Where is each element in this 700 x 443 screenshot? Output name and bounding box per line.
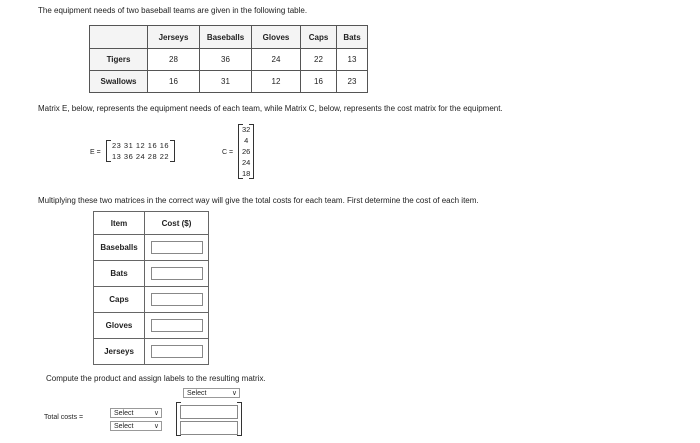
header-cost: Cost ($) bbox=[145, 212, 209, 235]
table-header-row bbox=[90, 26, 368, 49]
table-row bbox=[94, 235, 209, 261]
row-2-label-select[interactable] bbox=[110, 421, 162, 431]
header-baseballs: Baseballs bbox=[200, 26, 252, 49]
header-bats: Bats bbox=[337, 26, 368, 49]
select-value: Select bbox=[114, 410, 134, 417]
row-1-label-select[interactable] bbox=[110, 408, 162, 418]
table-cell: 16 bbox=[301, 71, 337, 93]
select-value: Select bbox=[114, 423, 134, 430]
table-cell: 22 bbox=[301, 49, 337, 71]
table-row bbox=[94, 339, 209, 365]
table-row bbox=[94, 261, 209, 287]
intro-text: The equipment needs of two baseball teams are given in the following table. bbox=[38, 6, 308, 15]
matrix-c-value: 4 bbox=[244, 136, 249, 145]
matrix-c-value: 18 bbox=[242, 169, 251, 178]
cost-header-row bbox=[94, 212, 209, 235]
table-cell: 13 bbox=[337, 49, 368, 71]
row-header-tigers: Tigers bbox=[90, 49, 148, 71]
table-row bbox=[94, 313, 209, 339]
chevron-down-icon: ∨ bbox=[153, 410, 159, 417]
table-cell: 36 bbox=[200, 49, 252, 71]
matrix-c bbox=[238, 124, 254, 179]
table-row bbox=[90, 71, 368, 93]
result-input-1[interactable] bbox=[180, 405, 238, 419]
matrix-c-value: 32 bbox=[242, 125, 251, 134]
header-jerseys: Jerseys bbox=[148, 26, 200, 49]
select-value: Select bbox=[187, 390, 207, 397]
cost-cell bbox=[145, 261, 209, 287]
header-item: Item bbox=[94, 212, 145, 235]
table-cell: 23 bbox=[337, 71, 368, 93]
header-gloves: Gloves bbox=[252, 26, 301, 49]
matrix-e-row-2: 13 36 24 28 22 bbox=[112, 152, 170, 161]
matrix-c-label: C = bbox=[222, 149, 234, 156]
cost-cell bbox=[145, 287, 209, 313]
item-jerseys: Jerseys bbox=[94, 339, 145, 365]
cost-cell bbox=[145, 313, 209, 339]
table-cell: 31 bbox=[200, 71, 252, 93]
table-row bbox=[90, 49, 368, 71]
table-cell: 16 bbox=[148, 71, 200, 93]
table-cell: 28 bbox=[148, 49, 200, 71]
corner-cell bbox=[90, 26, 148, 49]
cost-input-gloves[interactable] bbox=[151, 319, 203, 332]
cost-cell bbox=[145, 235, 209, 261]
total-costs-label: Total costs = bbox=[44, 414, 84, 421]
cost-input-caps[interactable] bbox=[151, 293, 203, 306]
matrix-e-label: E = bbox=[90, 149, 101, 156]
table-row bbox=[94, 287, 209, 313]
cost-input-baseballs[interactable] bbox=[151, 241, 203, 254]
result-input-2[interactable] bbox=[180, 421, 238, 435]
column-label-select[interactable] bbox=[183, 388, 240, 398]
table-cell: 12 bbox=[252, 71, 301, 93]
matrix-c-value: 26 bbox=[242, 147, 251, 156]
equipment-table bbox=[89, 25, 368, 93]
item-caps: Caps bbox=[94, 287, 145, 313]
header-caps: Caps bbox=[301, 26, 337, 49]
chevron-down-icon: ∨ bbox=[153, 423, 159, 430]
item-bats: Bats bbox=[94, 261, 145, 287]
row-header-swallows: Swallows bbox=[90, 71, 148, 93]
result-matrix bbox=[176, 402, 242, 436]
matrix-c-value: 24 bbox=[242, 158, 251, 167]
cost-input-bats[interactable] bbox=[151, 267, 203, 280]
matrix-e-row-1: 23 31 12 16 16 bbox=[112, 141, 170, 150]
item-baseballs: Baseballs bbox=[94, 235, 145, 261]
chevron-down-icon: ∨ bbox=[231, 390, 237, 397]
matrix-description: Matrix E, below, represents the equipment needs of each team, while Matrix C, below, represents the cost matrix for the equipment. bbox=[38, 104, 503, 113]
cost-input-jerseys[interactable] bbox=[151, 345, 203, 358]
item-gloves: Gloves bbox=[94, 313, 145, 339]
multiply-instructions: Multiplying these two matrices in the correct way will give the total costs for each team. First determine the cost of each item. bbox=[38, 196, 479, 205]
cost-cell bbox=[145, 339, 209, 365]
compute-instructions: Compute the product and assign labels to the resulting matrix. bbox=[46, 374, 266, 383]
cost-table bbox=[93, 211, 209, 365]
table-cell: 24 bbox=[252, 49, 301, 71]
matrix-e bbox=[106, 140, 175, 162]
